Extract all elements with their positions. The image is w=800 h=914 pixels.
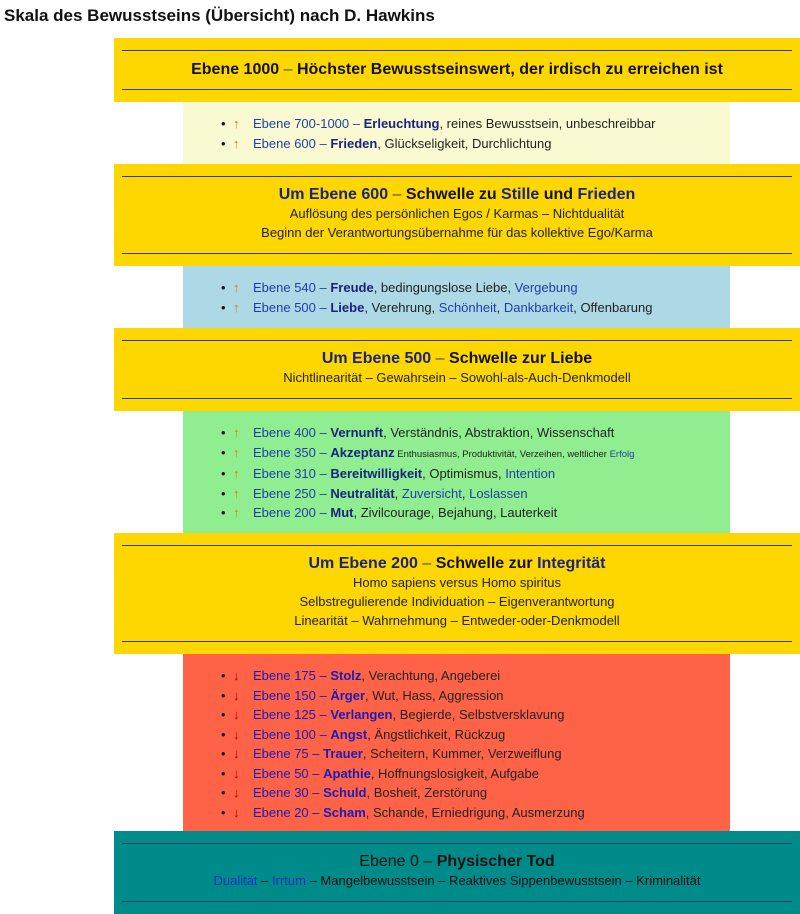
- level-name: Ebene 540 –: [253, 280, 331, 295]
- divider: [122, 901, 792, 902]
- band-title: Schwelle zu: [405, 186, 502, 203]
- level-keyword-link[interactable]: Verlangen: [330, 707, 393, 722]
- list-item: [221, 278, 730, 298]
- bullet-icon: •: [221, 726, 226, 742]
- level-keyword-link[interactable]: Liebe: [330, 299, 365, 315]
- arrow-up-icon: ↑: [233, 299, 240, 315]
- inline-link[interactable]: Dankbarkeit: [503, 299, 574, 315]
- level-description: , Glückseligkeit, Durchlichtung: [377, 135, 552, 151]
- band-heading: [114, 328, 800, 368]
- arrow-up-icon: ↑: [233, 466, 240, 481]
- list-item: [221, 423, 730, 443]
- arrow-down-icon: ↓: [233, 707, 240, 722]
- list-item: [221, 686, 730, 706]
- page-title: Skala des Bewusstseins (Übersicht) nach D. Hawkins: [4, 6, 435, 25]
- inline-link[interactable]: Vergebung: [514, 280, 578, 295]
- band-title: Höchster Bewusstseinswert, der irdisch zu erreichen ist: [296, 61, 723, 78]
- level-keyword-link[interactable]: Neutralität: [330, 485, 395, 501]
- level-name: Ebene 20 –: [253, 804, 324, 820]
- level-keyword-link[interactable]: Apathie: [323, 765, 371, 781]
- level-name: Ebene 600 –: [253, 135, 331, 151]
- level-name: Ebene 30 –: [253, 785, 324, 800]
- level-description: , Scheitern, Kummer, Verzweiflung: [362, 746, 562, 761]
- band-level-500: [114, 328, 800, 411]
- band-title: Schwelle zur: [435, 555, 538, 572]
- level-description: , Optimismus,: [422, 466, 506, 481]
- list-item: [221, 134, 730, 154]
- list-item: [221, 783, 730, 803]
- level-keyword-link[interactable]: Vernunft: [330, 425, 384, 440]
- band-heading: [114, 38, 800, 79]
- list-item: [221, 298, 730, 318]
- level-description: , reines Bewusstsein, unbeschreibbar: [439, 116, 656, 131]
- divider: [122, 176, 792, 177]
- list-item: [221, 484, 730, 504]
- list-item: [221, 503, 730, 523]
- level-list: [183, 102, 730, 153]
- level-description: , Wut, Hass, Aggression: [365, 687, 504, 703]
- separator: –: [257, 873, 273, 888]
- bullet-icon: •: [221, 299, 226, 315]
- box-reason: [183, 411, 730, 533]
- level-name: Ebene 350 –: [253, 444, 331, 460]
- bullet-icon: •: [221, 765, 226, 781]
- level-keyword-link[interactable]: Stolz: [330, 668, 362, 683]
- inline-link[interactable]: Loslassen: [469, 485, 528, 501]
- arrow-down-icon: ↓: [233, 726, 240, 742]
- level-name: Ebene 100 –: [253, 726, 331, 742]
- band-title: und: [539, 186, 578, 203]
- band-line: Linearität – Wahrnehmung – Entweder-oder-Denkmodell: [294, 613, 620, 628]
- link-duality[interactable]: Dualität: [213, 873, 258, 888]
- level-description: , Offenbarung: [573, 299, 653, 315]
- list-item: [221, 464, 730, 484]
- level-name: Ebene 175 –: [253, 668, 331, 683]
- level-description: , Hoffnungslosigkeit, Aufgabe: [370, 765, 539, 781]
- divider: [122, 843, 792, 844]
- bullet-icon: •: [221, 707, 226, 722]
- band-line: Nichtlinearität – Gewahrsein – Sowohl-als-Auch-Denkmodell: [283, 370, 631, 385]
- bullet-icon: •: [221, 280, 226, 295]
- level-name: Ebene 200 –: [253, 505, 331, 520]
- level-name: Ebene 125 –: [253, 707, 331, 722]
- band-line: Homo sapiens versus Homo spiritus: [352, 575, 562, 590]
- arrow-up-icon: ↑: [233, 135, 240, 151]
- arrow-down-icon: ↓: [233, 668, 240, 683]
- level-label: Um Ebene 500: [321, 350, 432, 367]
- bullet-icon: •: [221, 804, 226, 820]
- level-description: , Zivilcourage, Bejahung, Lauterkeit: [353, 505, 558, 520]
- level-description: , Begierde, Selbstversklavung: [392, 707, 565, 722]
- band-level-1000: [114, 38, 800, 102]
- dash: –: [435, 350, 445, 367]
- band-line: [114, 871, 800, 890]
- arrow-up-icon: ↑: [233, 280, 240, 295]
- dash: –: [283, 61, 293, 78]
- band-line-text: – Mangelbewusstsein – Reaktives Sippenbewusstsein – Kriminalität: [305, 873, 701, 888]
- band-level-200: [114, 533, 800, 654]
- level-list: [183, 266, 730, 317]
- level-description: , Schande, Erniedrigung, Ausmerzung: [365, 804, 585, 820]
- band-line: Beginn der Verantwortungsübernahme für das kollektive Ego/Karma: [261, 225, 653, 240]
- box-love: [183, 266, 730, 328]
- level-label: Um Ebene 200: [308, 555, 418, 572]
- band-title-link[interactable]: Stille: [501, 186, 540, 203]
- level-description: , Verständnis, Abstraktion, Wissenschaft: [383, 425, 615, 440]
- arrow-up-icon: ↑: [233, 444, 240, 460]
- band-title: Physischer Tod: [436, 853, 555, 870]
- level-keyword-link[interactable]: Erleuchtung: [363, 116, 440, 131]
- dash: –: [422, 555, 432, 572]
- level-name: Ebene 500 –: [253, 299, 331, 315]
- separator: ,: [461, 485, 470, 501]
- level-label: Um Ebene 600: [278, 186, 389, 203]
- level-keyword-link[interactable]: Schuld: [323, 785, 367, 800]
- divider: [122, 89, 792, 90]
- list-item: [221, 114, 730, 134]
- level-description-small: Enthusiasmus, Produktivität, Verzeihen, weltlicher: [394, 448, 610, 460]
- divider: [122, 641, 792, 642]
- level-description: , Ängstlichkeit, Rückzug: [367, 726, 506, 742]
- arrow-up-icon: ↑: [233, 505, 240, 520]
- inline-link[interactable]: Schönheit: [438, 299, 497, 315]
- band-level-0: [114, 831, 800, 914]
- list-item: [221, 443, 730, 465]
- bullet-icon: •: [221, 425, 226, 440]
- arrow-up-icon: ↑: [233, 116, 240, 131]
- dash: –: [423, 853, 433, 870]
- band-title-link[interactable]: Integrität: [537, 555, 606, 572]
- level-description: ,: [394, 485, 402, 501]
- divider: [122, 340, 792, 341]
- arrow-down-icon: ↓: [233, 804, 240, 820]
- level-label: Ebene 0: [359, 853, 419, 870]
- bullet-icon: •: [221, 746, 226, 761]
- bullet-icon: •: [221, 466, 226, 481]
- bullet-icon: •: [221, 116, 226, 131]
- divider: [122, 545, 792, 546]
- band-title: Schwelle zur Liebe: [449, 350, 593, 367]
- band-title-link[interactable]: Frieden: [577, 186, 636, 203]
- level-name: Ebene 150 –: [253, 687, 331, 703]
- band-heading: [114, 831, 800, 871]
- level-keyword-link[interactable]: Freude: [330, 280, 374, 295]
- level-name: Ebene 400 –: [253, 425, 331, 440]
- arrow-down-icon: ↓: [233, 687, 240, 703]
- link-error[interactable]: Irrtum: [272, 873, 306, 888]
- arrow-down-icon: ↓: [233, 746, 240, 761]
- bullet-icon: •: [221, 505, 226, 520]
- band-line: Selbstregulierende Individuation – Eigenverantwortung: [299, 594, 615, 609]
- level-description: , Bosheit, Zerstörung: [366, 785, 488, 800]
- band-heading: [114, 164, 800, 204]
- bullet-icon: •: [221, 785, 226, 800]
- bullet-icon: •: [221, 687, 226, 703]
- level-description: , Verachtung, Angeberei: [361, 668, 501, 683]
- level-keyword-link[interactable]: Mut: [330, 505, 354, 520]
- level-keyword-link[interactable]: Scham: [323, 804, 366, 820]
- band-line: Auflösung des persönlichen Egos / Karmas – Nichtdualität: [289, 206, 625, 221]
- inline-link[interactable]: Zuversicht: [401, 485, 462, 501]
- divider: [122, 50, 792, 51]
- bullet-icon: •: [221, 485, 226, 501]
- band-heading: [114, 533, 800, 573]
- list-item: [221, 666, 730, 686]
- level-label: Ebene 1000: [191, 61, 280, 78]
- level-keyword-link[interactable]: Akzeptanz: [330, 444, 395, 460]
- arrow-down-icon: ↓: [233, 765, 240, 781]
- level-list: [183, 411, 730, 523]
- level-list: [183, 654, 730, 822]
- inline-link[interactable]: Erfolg: [609, 448, 635, 460]
- level-keyword-link[interactable]: Frieden: [330, 135, 378, 151]
- level-description: , Verehrung,: [364, 299, 439, 315]
- list-item: [221, 725, 730, 745]
- divider: [122, 253, 792, 254]
- separator: ,: [496, 299, 504, 315]
- bullet-icon: •: [221, 668, 226, 683]
- level-keyword-link[interactable]: Trauer: [323, 746, 363, 761]
- bullet-icon: •: [221, 135, 226, 151]
- level-name: Ebene 50 –: [253, 765, 324, 781]
- level-description: , bedingungslose Liebe,: [373, 280, 515, 295]
- level-name: Ebene 310 –: [253, 466, 331, 481]
- level-keyword-link[interactable]: Ärger: [330, 687, 366, 703]
- bullet-icon: •: [221, 444, 226, 460]
- band-level-600: [114, 164, 800, 266]
- list-item: [221, 705, 730, 725]
- list-item: [221, 744, 730, 764]
- level-name: Ebene 700-1000 –: [253, 116, 364, 131]
- level-keyword-link[interactable]: Angst: [330, 726, 368, 742]
- divider: [122, 398, 792, 399]
- list-item: [221, 803, 730, 823]
- inline-link[interactable]: Intention: [505, 466, 556, 481]
- box-negative-levels: [183, 654, 730, 831]
- level-keyword-link[interactable]: Bereitwilligkeit: [330, 466, 423, 481]
- arrow-up-icon: ↑: [233, 425, 240, 440]
- list-item: [221, 764, 730, 784]
- level-name: Ebene 75 –: [253, 746, 324, 761]
- level-name: Ebene 250 –: [253, 485, 331, 501]
- arrow-down-icon: ↓: [233, 785, 240, 800]
- dash: –: [392, 186, 402, 203]
- arrow-up-icon: ↑: [233, 485, 240, 501]
- box-enlightenment: [183, 102, 730, 164]
